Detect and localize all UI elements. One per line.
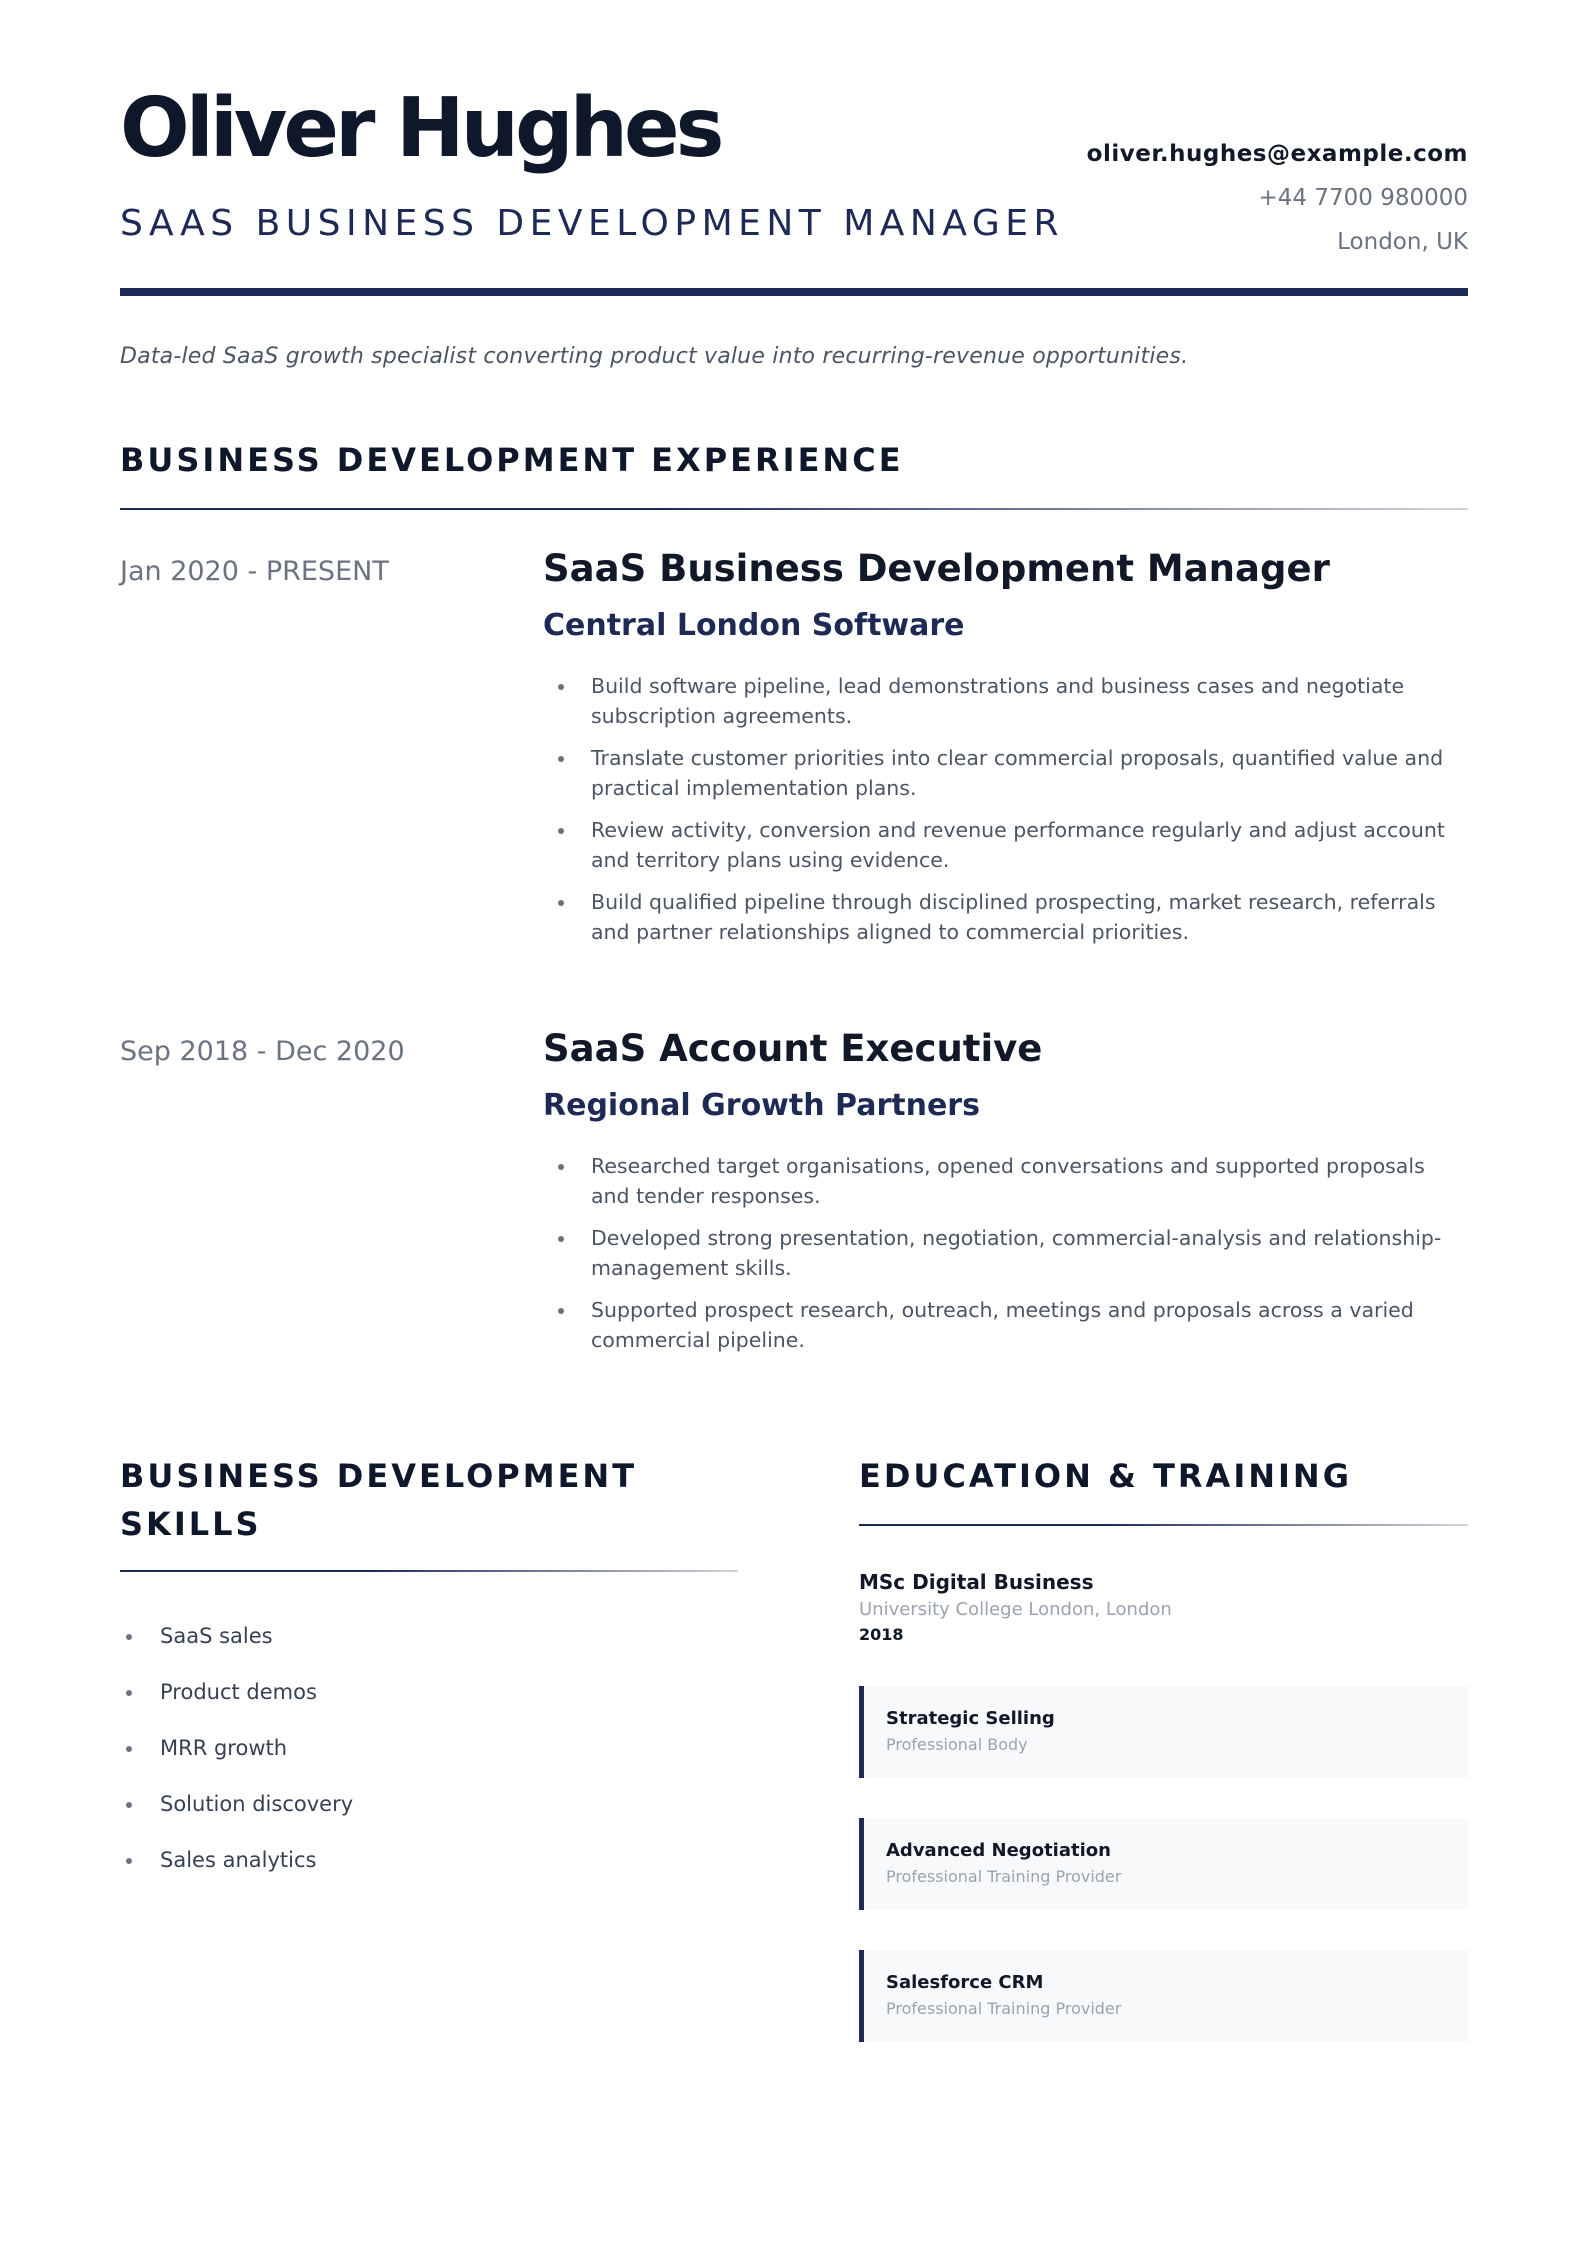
job-details — [543, 547, 1468, 959]
certification-name: Salesforce CRM — [886, 1972, 1044, 1993]
job-role: SaaS Account Executive — [543, 1027, 1043, 1070]
education-heading: EDUCATION & TRAINING — [859, 1457, 1352, 1495]
job-dates: Jan 2020 - PRESENT — [120, 556, 389, 587]
job-bullet: Developed strong presentation, negotiation, commercial-analysis and relationship-management skills. — [543, 1223, 1468, 1283]
job-bullet: Review activity, conversion and revenue performance regularly and adjust account and territory plans using evidence. — [543, 815, 1468, 875]
certification-card — [859, 1686, 1468, 1778]
job-bullet: Translate customer priorities into clear commercial proposals, quantified value and practical implementation plans. — [543, 743, 1468, 803]
email-address[interactable]: oliver.hughes@example.com — [1086, 141, 1468, 167]
experience-section — [120, 436, 1468, 1352]
job-company: Central London Software — [543, 608, 965, 643]
degree-year: 2018 — [859, 1625, 904, 1644]
certification-issuer: Professional Body — [886, 1735, 1028, 1754]
job-bullet: Build qualified pipeline through disciplined prospecting, market research, referrals and partner relationships aligned to commercial priorities. — [543, 887, 1468, 947]
section-divider — [120, 1570, 738, 1572]
profile-summary: Data-led SaaS growth specialist converting product value into recurring-revenue opportunities. — [120, 344, 1189, 369]
skill-item: Solution discovery — [120, 1776, 738, 1832]
skills-section — [120, 1452, 738, 1888]
job-details — [543, 1027, 1468, 1367]
education-section — [859, 1452, 1468, 2042]
resume-header — [120, 0, 1468, 296]
certification-issuer: Professional Training Provider — [886, 1999, 1122, 2018]
contact-info — [1087, 132, 1468, 264]
header-divider — [120, 288, 1468, 296]
skill-item: Sales analytics — [120, 1832, 738, 1888]
section-divider — [120, 508, 1468, 510]
experience-heading: BUSINESS DEVELOPMENT EXPERIENCE — [120, 441, 904, 479]
job-dates: Sep 2018 - Dec 2020 — [120, 1036, 405, 1067]
skill-item: Product demos — [120, 1664, 738, 1720]
certifications-list — [859, 1686, 1468, 2042]
candidate-name: Oliver Hughes — [120, 81, 721, 176]
certification-name: Advanced Negotiation — [886, 1840, 1111, 1861]
certification-issuer: Professional Training Provider — [886, 1867, 1122, 1886]
job-bullet: Build software pipeline, lead demonstrations and business cases and negotiate subscription agreements. — [543, 671, 1468, 731]
degree-name: MSc Digital Business — [859, 1570, 1094, 1594]
skills-heading: BUSINESS DEVELOPMENT SKILLS — [120, 1457, 638, 1543]
skills-list — [120, 1608, 738, 1888]
degree-school: University College London, London — [859, 1599, 1172, 1620]
job-role: SaaS Business Development Manager — [543, 547, 1330, 590]
location: London, UK — [1337, 229, 1468, 255]
certification-name: Strategic Selling — [886, 1708, 1055, 1729]
phone-number: +44 7700 980000 — [1258, 185, 1468, 211]
candidate-title: SAAS BUSINESS DEVELOPMENT MANAGER — [120, 203, 1065, 244]
section-divider — [859, 1524, 1468, 1526]
job-bullets — [543, 1151, 1468, 1355]
job-bullets — [543, 671, 1468, 947]
job-bullet: Supported prospect research, outreach, meetings and proposals across a varied commercial pipeline. — [543, 1295, 1468, 1355]
certification-card — [859, 1818, 1468, 1910]
degree-entry — [859, 1568, 1468, 1646]
job-company: Regional Growth Partners — [543, 1088, 980, 1123]
job-bullet: Researched target organisations, opened conversations and supported proposals and tender responses. — [543, 1151, 1468, 1211]
certification-card — [859, 1950, 1468, 2042]
skill-item: SaaS sales — [120, 1608, 738, 1664]
skill-item: MRR growth — [120, 1720, 738, 1776]
